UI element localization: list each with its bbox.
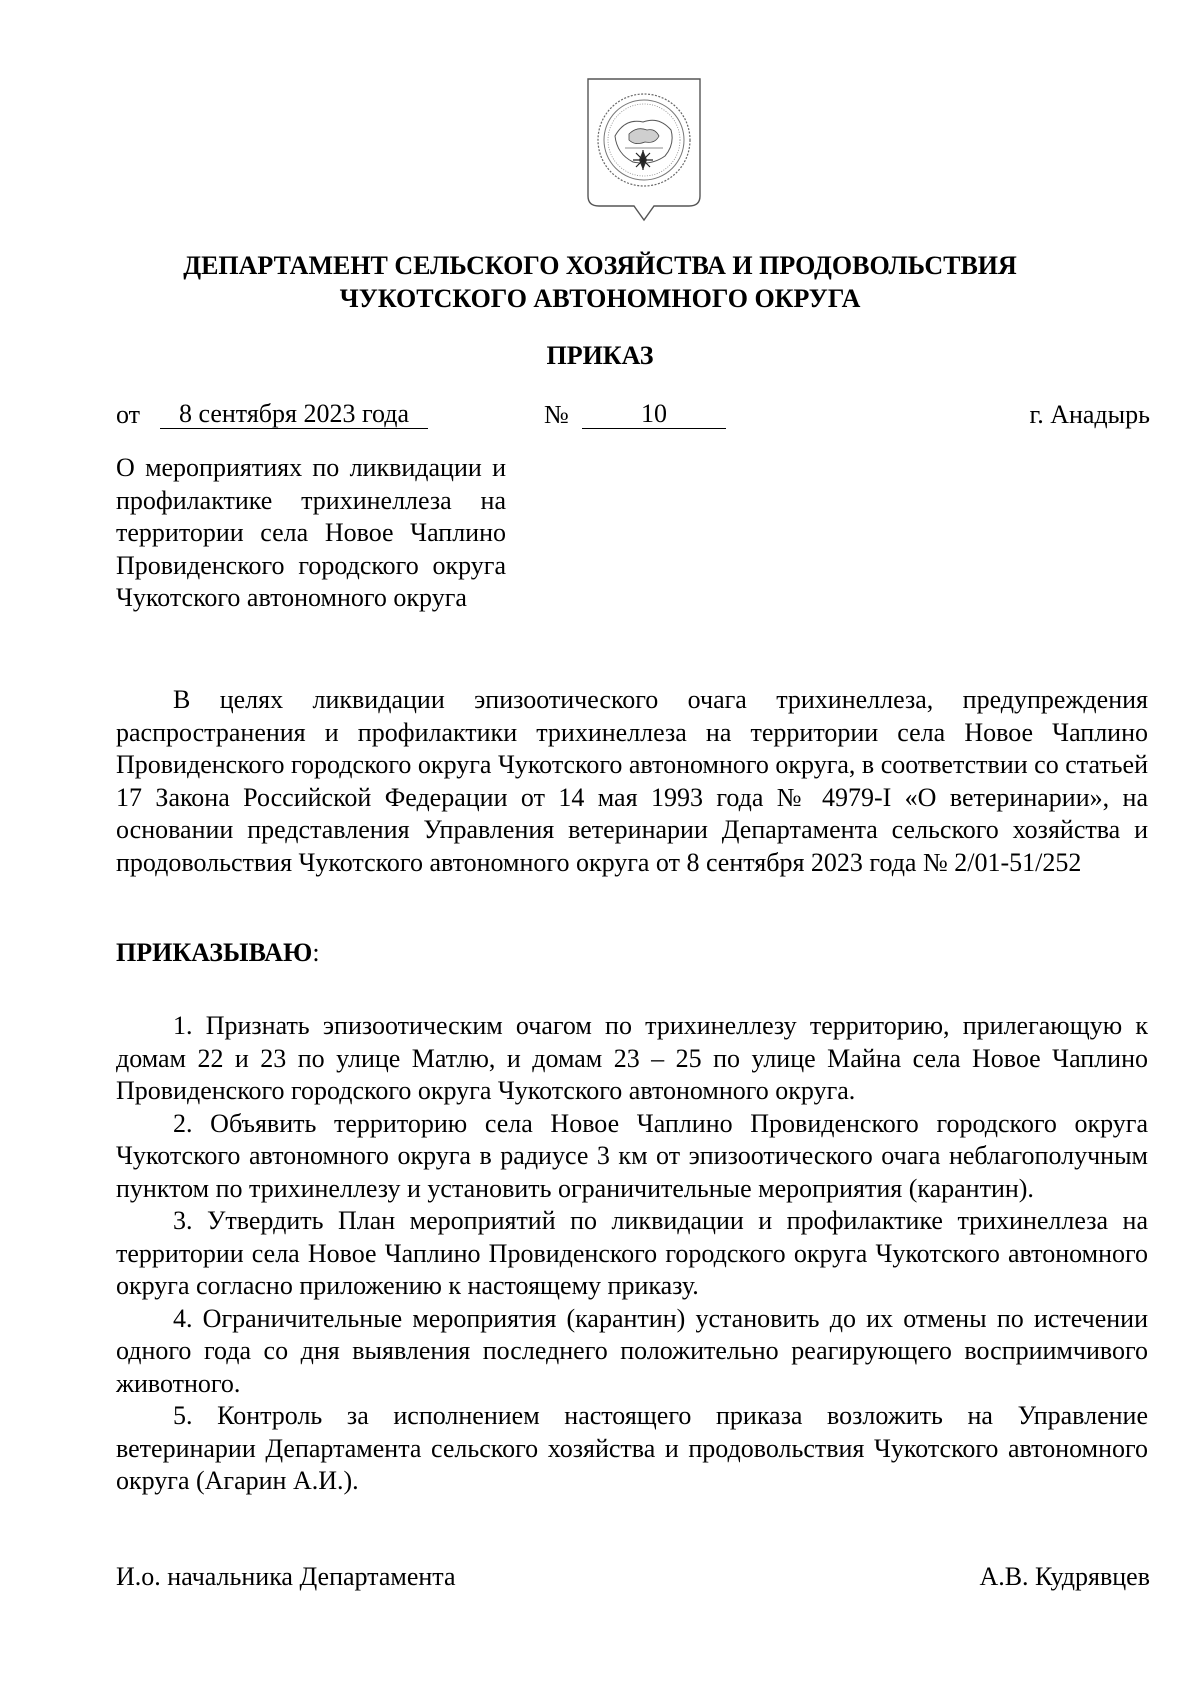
- order-word-text: ПРИКАЗЫВАЮ: [116, 938, 313, 967]
- number-label: №: [544, 400, 569, 429]
- document-date: 8 сентября 2023 года: [160, 400, 428, 429]
- order-word: [116, 938, 320, 968]
- preamble-paragraph: В целях ликвидации эпизоотического очага трихинеллеза, предупреждения распространения и профилактики трихинеллеза на территории села Новое Чаплино Провиденского городского округа Чукотского автономного округа, в соответствии со статьей 17 Закона Российской Федерации от 14 мая 1993 года № 4979-I «О ветеринарии», на основании представления Управления ветеринарии Департамента сельского хозяйства и продовольствия Чукотского автономного округа от 8 сентября 2023 года № 2/01-51/252: [116, 685, 1148, 877]
- signatory-name: А.В. Кудрявцев: [979, 1562, 1150, 1591]
- order-item: 5. Контроль за исполнением настоящего приказа возложить на Управление ветеринарии Департамента сельского хозяйства и продовольствия Чукотского автономного округа (Агарин А.И.).: [116, 1401, 1148, 1495]
- order-item: 3. Утвердить План мероприятий по ликвидации и профилактике трихинеллеза на территории села Новое Чаплино Провиденского городского округа Чукотского автономного округа согласно приложению к настоящему приказу.: [116, 1206, 1148, 1300]
- department-name-line-2: ЧУКОТСКОГО АВТОНОМНОГО ОКРУГА: [339, 284, 861, 313]
- order-item: 1. Признать эпизоотическим очагом по трихинеллезу территорию, прилегающую к домам 22 и 23 по улице Матлю, и домам 23 – 25 по улице Майна села Новое Чаплино Провиденского городского округа Чукотского автономного округа.: [116, 1011, 1148, 1105]
- signatory-position: И.о. начальника Департамента: [116, 1562, 456, 1591]
- document-city: г. Анадырь: [1029, 400, 1150, 429]
- document-meta-row: [116, 400, 1150, 436]
- order-items-list: [116, 1010, 1148, 1498]
- order-item: 2. Объявить территорию села Новое Чаплино Провиденского городского округа Чукотского автономного округа в радиусе 3 км от эпизоотического очага неблагополучным пунктом по трихинеллезу и установить ограничительные мероприятия (карантин).: [116, 1108, 1148, 1203]
- date-prefix-label: от: [116, 400, 141, 429]
- department-name-line-1: ДЕПАРТАМЕНТ СЕЛЬСКОГО ХОЗЯЙСТВА И ПРОДОВОЛЬСТВИЯ: [183, 251, 1017, 280]
- document-subject: О мероприятиях по ликвидации и профилактике трихинеллеза на территории села Новое Чаплино Провиденского городского округа Чукотского автономного округа: [116, 453, 506, 612]
- coat-of-arms-icon: [585, 76, 703, 226]
- order-item: 4. Ограничительные мероприятия (карантин) установить до их отмены по истечении одного года со дня выявления последнего положительно реагирующего восприимчивого животного.: [116, 1303, 1148, 1398]
- document-type-title: ПРИКАЗ: [546, 341, 654, 370]
- order-word-colon: :: [312, 938, 320, 967]
- document-number: 10: [582, 400, 726, 429]
